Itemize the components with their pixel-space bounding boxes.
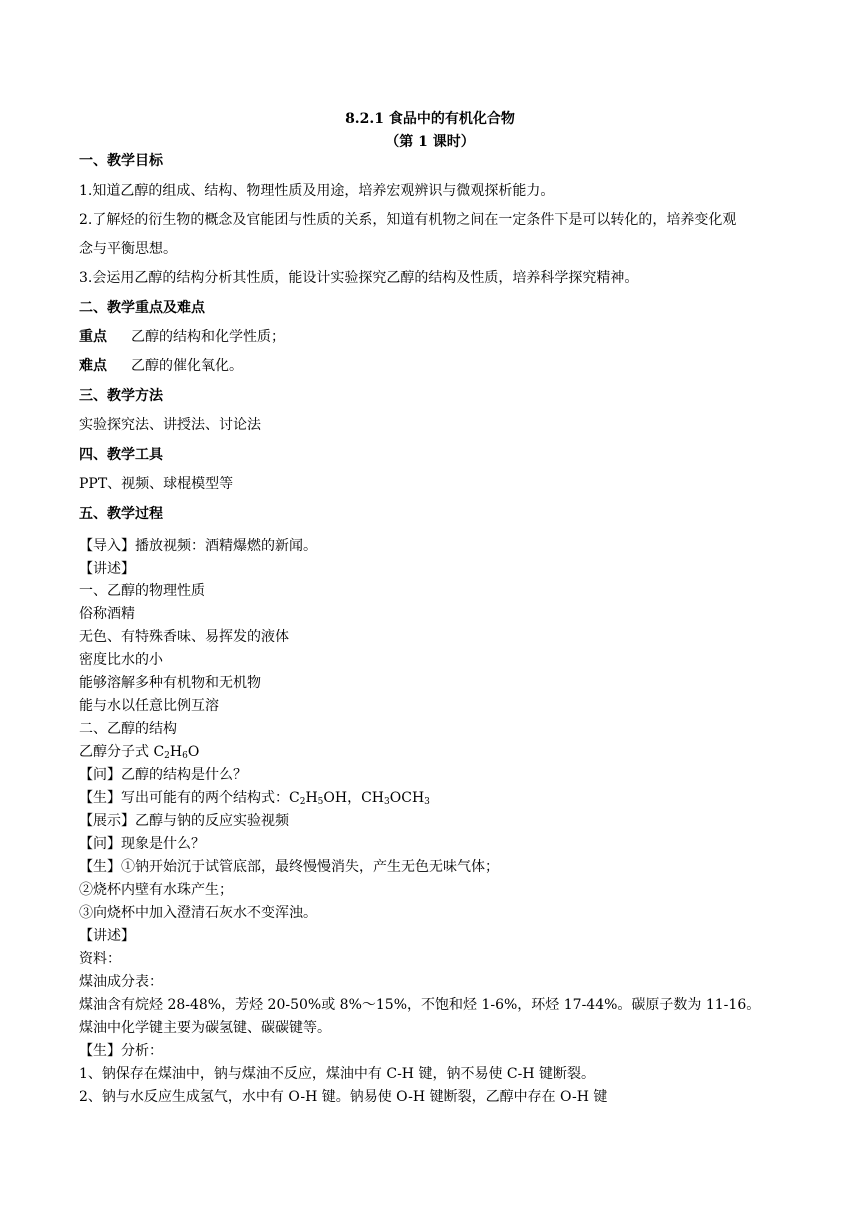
difficult-label: 难点 bbox=[79, 358, 107, 374]
process-line: 密度比水的小 bbox=[79, 652, 163, 668]
process-line: 【问】乙醇的结构是什么？ bbox=[79, 767, 247, 783]
key-point bbox=[79, 328, 285, 346]
section-heading-process: 五、教学过程 bbox=[79, 506, 163, 522]
process-line: 煤油中化学键主要为碳氢键、碳碳键等。 bbox=[79, 1020, 331, 1036]
formula-label: 乙醇分子式 bbox=[79, 744, 154, 760]
process-line: 【生】分析： bbox=[79, 1043, 163, 1059]
process-line: 能够溶解多种有机物和无机物 bbox=[79, 675, 261, 691]
process-line: 【讲述】 bbox=[79, 561, 135, 577]
process-line: ②烧杯内壁有水珠产生； bbox=[79, 882, 233, 898]
goal-2-cont: 念与平衡思想。 bbox=[79, 241, 177, 257]
process-line: 资料： bbox=[79, 951, 121, 967]
goal-2: 2.了解烃的衍生物的概念及官能团与性质的关系，知道有机物之间在一定条件下是可以转化的，培养变化观 bbox=[79, 212, 737, 228]
process-line: 1、钠保存在煤油中，钠与煤油不反应，煤油中有 C-H 键，钠不易使 C-H 键断裂。 bbox=[79, 1066, 596, 1082]
process-line: 【展示】乙醇与钠的反应实验视频 bbox=[79, 813, 289, 829]
tools-text: PPT、视频、球棍模型等 bbox=[79, 476, 234, 492]
process-line: 【导入】播放视频：酒精爆燃的新闻。 bbox=[79, 538, 317, 554]
section-heading-key-points: 二、教学重点及难点 bbox=[79, 300, 205, 316]
molecular-formula-line bbox=[79, 743, 199, 761]
difficult-point bbox=[79, 357, 243, 375]
process-line: 能与水以任意比例互溶 bbox=[79, 698, 219, 714]
goal-3: 3.会运用乙醇的结构分析其性质，能设计实验探究乙醇的结构及性质，培养科学探究精神。 bbox=[79, 270, 639, 286]
process-line: 【问】现象是什么？ bbox=[79, 836, 205, 852]
section-heading-goals: 一、教学目标 bbox=[79, 153, 163, 169]
key-label: 重点 bbox=[79, 329, 107, 345]
document-subtitle: （第 1 课时） bbox=[385, 134, 475, 150]
process-line: 俗称酒精 bbox=[79, 606, 135, 622]
process-line: 【讲述】 bbox=[79, 928, 135, 944]
section-heading-tools: 四、教学工具 bbox=[79, 447, 163, 463]
process-line: ③向烧杯中加入澄清石灰水不变浑浊。 bbox=[79, 905, 317, 921]
process-line: 煤油含有烷烃 28-48%，芳烃 20-50%或 8%～15%，不饱和烃 1-6%，环烃 17-44%。碳原子数为 11-16。 bbox=[79, 997, 761, 1013]
process-line: 煤油成分表： bbox=[79, 974, 163, 990]
goal-1: 1.知道乙醇的组成、结构、物理性质及用途，培养宏观辨识与微观探析能力。 bbox=[79, 183, 555, 199]
methods-text: 实验探究法、讲授法、讨论法 bbox=[79, 417, 261, 433]
key-text: 乙醇的结构和化学性质； bbox=[131, 329, 285, 345]
structural-formulas: $C_2H_5OH$，$CH_3OCH_3$ bbox=[289, 790, 430, 807]
section-heading-methods: 三、教学方法 bbox=[79, 388, 163, 404]
molecular-formula: $C_2H_6O$ bbox=[153, 744, 200, 761]
structural-formula-line bbox=[79, 789, 430, 807]
process-line: 二、乙醇的结构 bbox=[79, 721, 177, 737]
process-line: 【生】①钠开始沉于试管底部，最终慢慢消失，产生无色无味气体； bbox=[79, 859, 499, 875]
process-line: 一、乙醇的物理性质 bbox=[79, 583, 205, 599]
difficult-text: 乙醇的催化氧化。 bbox=[131, 358, 243, 374]
document-title: 8.2.1 食品中的有机化合物 bbox=[345, 111, 515, 127]
process-line: 2、钠与水反应生成氢气，水中有 O-H 键。钠易使 O-H 键断裂，乙醇中存在 O-H 键 bbox=[79, 1089, 608, 1105]
structural-label: 【生】写出可能有的两个结构式： bbox=[79, 790, 289, 806]
process-line: 无色、有特殊香味、易挥发的液体 bbox=[79, 629, 289, 645]
